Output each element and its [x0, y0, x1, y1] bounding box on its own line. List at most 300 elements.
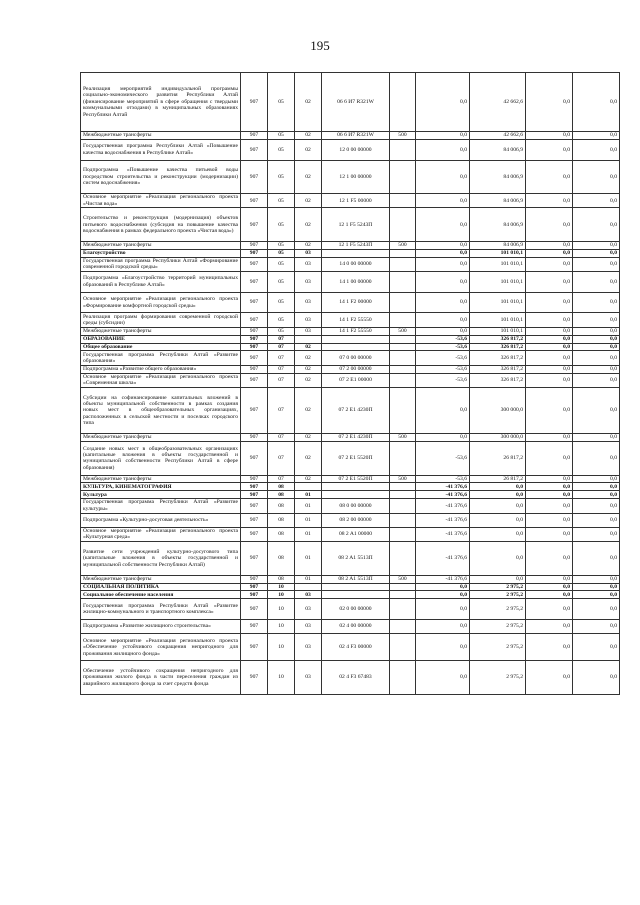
- row-section-code: 08: [268, 483, 295, 491]
- row-amount-plan-2: 0,0: [573, 661, 620, 695]
- table-row: [81, 575, 620, 583]
- row-expense-type: [390, 499, 416, 513]
- row-grbs-code: 907: [241, 475, 268, 483]
- row-subsection-code: 01: [295, 575, 322, 583]
- row-name: Межбюджетные трансферты: [81, 475, 241, 483]
- table-row: [81, 373, 620, 387]
- table-row: [81, 442, 620, 476]
- row-amount-plan-1: 0,0: [526, 343, 573, 351]
- row-amount-total: 300 000,0: [470, 387, 526, 433]
- row-grbs-code: 907: [241, 661, 268, 695]
- row-section-code: 07: [268, 365, 295, 373]
- row-amount-change: 0,0: [416, 327, 470, 335]
- row-expense-type: 500: [390, 475, 416, 483]
- row-section-code: 08: [268, 499, 295, 513]
- row-amount-total: 326 817,2: [470, 335, 526, 343]
- row-amount-plan-2: 0,0: [573, 257, 620, 271]
- row-name: Государственная программа Республики Алтай «Повышение качества водоснабжения в Республике Алтай»: [81, 139, 241, 160]
- row-section-code: 07: [268, 434, 295, 442]
- row-expense-type: [390, 491, 416, 499]
- row-target-article: 14 1 F2 00000: [322, 292, 390, 313]
- row-grbs-code: 907: [241, 139, 268, 160]
- row-amount-change: -41 376,6: [416, 527, 470, 541]
- table-row: [81, 335, 620, 343]
- table-body: [81, 73, 620, 695]
- row-name: Государственная программа Республики Алтай «Развитие культуры»: [81, 499, 241, 513]
- row-expense-type: 500: [390, 575, 416, 583]
- row-amount-change: 0,0: [416, 313, 470, 327]
- table-row: [81, 272, 620, 293]
- row-target-article: 07 2 E1 4230П: [322, 387, 390, 433]
- row-subsection-code: 02: [295, 365, 322, 373]
- row-amount-plan-1: 0,0: [526, 475, 573, 483]
- row-grbs-code: 907: [241, 343, 268, 351]
- table-row: [81, 249, 620, 257]
- row-amount-total: 42 662,6: [470, 73, 526, 132]
- row-grbs-code: 907: [241, 208, 268, 242]
- row-target-article: 07 2 00 00000: [322, 365, 390, 373]
- row-name: Подпрограмма «Развитие жилищного строительства»: [81, 619, 241, 633]
- row-amount-plan-1: 0,0: [526, 132, 573, 140]
- table-row: [81, 591, 620, 599]
- row-target-article: 02 4 00 00000: [322, 619, 390, 633]
- row-section-code: 07: [268, 387, 295, 433]
- row-expense-type: [390, 313, 416, 327]
- row-amount-total: 0,0: [470, 491, 526, 499]
- row-amount-total: 0,0: [470, 499, 526, 513]
- table-row: [81, 661, 620, 695]
- row-amount-change: -41 376,6: [416, 513, 470, 527]
- row-subsection-code: 02: [295, 160, 322, 194]
- row-grbs-code: 907: [241, 327, 268, 335]
- row-amount-plan-1: 0,0: [526, 73, 573, 132]
- row-amount-change: -53,6: [416, 475, 470, 483]
- row-amount-plan-2: 0,0: [573, 434, 620, 442]
- row-subsection-code: 03: [295, 634, 322, 661]
- row-name: Основное мероприятие «Реализация регионального проекта «Культурная среда»: [81, 527, 241, 541]
- row-amount-total: 84 006,9: [470, 160, 526, 194]
- row-target-article: 07 0 00 00000: [322, 351, 390, 365]
- table-row: [81, 292, 620, 313]
- row-amount-plan-2: 0,0: [573, 499, 620, 513]
- row-expense-type: [390, 583, 416, 591]
- row-amount-change: 0,0: [416, 387, 470, 433]
- row-grbs-code: 907: [241, 591, 268, 599]
- page-number: 195: [310, 38, 330, 53]
- table-row: [81, 160, 620, 194]
- row-subsection-code: 02: [295, 208, 322, 242]
- row-name: Основное мероприятие «Реализация регионального проекта «Чистая вода»: [81, 194, 241, 208]
- row-grbs-code: 907: [241, 249, 268, 257]
- row-amount-change: 0,0: [416, 208, 470, 242]
- row-amount-change: -41 376,6: [416, 542, 470, 576]
- row-amount-plan-2: 0,0: [573, 272, 620, 293]
- row-amount-plan-2: 0,0: [573, 583, 620, 591]
- row-name: Межбюджетные трансферты: [81, 132, 241, 140]
- row-name: Подпрограмма «Благоустройство территорий муниципальных образований в Республике Алтай»: [81, 272, 241, 293]
- row-amount-total: 0,0: [470, 513, 526, 527]
- row-amount-change: 0,0: [416, 160, 470, 194]
- row-section-code: 05: [268, 327, 295, 335]
- row-amount-plan-2: 0,0: [573, 313, 620, 327]
- row-name: Подпрограмма «Повышение качества питьевой воды посредством строительства и реконструкции (модернизации) систем водоснабжения»: [81, 160, 241, 194]
- row-amount-plan-1: 0,0: [526, 634, 573, 661]
- row-expense-type: 500: [390, 327, 416, 335]
- row-amount-plan-1: 0,0: [526, 387, 573, 433]
- row-subsection-code: 02: [295, 343, 322, 351]
- row-amount-plan-2: 0,0: [573, 483, 620, 491]
- row-amount-plan-2: 0,0: [573, 139, 620, 160]
- row-target-article: 06 6 И7 R321W: [322, 73, 390, 132]
- row-section-code: 07: [268, 442, 295, 476]
- row-grbs-code: 907: [241, 527, 268, 541]
- row-target-article: 12 1 00 00000: [322, 160, 390, 194]
- row-amount-change: 0,0: [416, 661, 470, 695]
- row-subsection-code: 03: [295, 661, 322, 695]
- table-row: [81, 387, 620, 433]
- table-row: [81, 619, 620, 633]
- table-row: [81, 343, 620, 351]
- row-amount-change: 0,0: [416, 249, 470, 257]
- row-target-article: 14 1 F2 55550: [322, 327, 390, 335]
- row-amount-plan-2: 0,0: [573, 249, 620, 257]
- row-target-article: 02 0 00 00000: [322, 599, 390, 620]
- row-grbs-code: 907: [241, 499, 268, 513]
- row-name: Подпрограмма «Культурно-досуговая деятельность»: [81, 513, 241, 527]
- row-grbs-code: 907: [241, 575, 268, 583]
- row-subsection-code: 02: [295, 351, 322, 365]
- row-section-code: 05: [268, 132, 295, 140]
- row-amount-total: 2 975,2: [470, 634, 526, 661]
- row-grbs-code: 907: [241, 387, 268, 433]
- row-target-article: [322, 491, 390, 499]
- table-row: [81, 139, 620, 160]
- row-expense-type: [390, 139, 416, 160]
- row-amount-plan-1: 0,0: [526, 249, 573, 257]
- row-amount-plan-1: 0,0: [526, 365, 573, 373]
- row-grbs-code: 907: [241, 272, 268, 293]
- row-section-code: 08: [268, 542, 295, 576]
- row-amount-plan-2: 0,0: [573, 335, 620, 343]
- table-row: [81, 365, 620, 373]
- row-expense-type: [390, 257, 416, 271]
- row-grbs-code: 907: [241, 313, 268, 327]
- row-amount-plan-2: 0,0: [573, 365, 620, 373]
- row-expense-type: 500: [390, 434, 416, 442]
- row-amount-change: -53,6: [416, 373, 470, 387]
- row-grbs-code: 907: [241, 194, 268, 208]
- row-subsection-code: 02: [295, 194, 322, 208]
- row-amount-change: 0,0: [416, 583, 470, 591]
- row-amount-plan-2: 0,0: [573, 73, 620, 132]
- table-row: [81, 257, 620, 271]
- row-section-code: 10: [268, 591, 295, 599]
- row-amount-plan-2: 0,0: [573, 575, 620, 583]
- row-target-article: 02 4 F3 00000: [322, 634, 390, 661]
- row-subsection-code: 03: [295, 257, 322, 271]
- row-amount-plan-1: 0,0: [526, 313, 573, 327]
- row-amount-total: 326 817,2: [470, 351, 526, 365]
- table-row: [81, 599, 620, 620]
- row-grbs-code: 907: [241, 373, 268, 387]
- table-row: [81, 483, 620, 491]
- row-name: Межбюджетные трансферты: [81, 327, 241, 335]
- row-amount-change: 0,0: [416, 619, 470, 633]
- row-amount-plan-2: 0,0: [573, 343, 620, 351]
- row-section-code: 08: [268, 513, 295, 527]
- row-section-code: 05: [268, 313, 295, 327]
- row-amount-change: 0,0: [416, 241, 470, 249]
- row-amount-change: 0,0: [416, 194, 470, 208]
- row-amount-plan-1: 0,0: [526, 272, 573, 293]
- table-row: [81, 491, 620, 499]
- row-amount-total: 26 817,2: [470, 475, 526, 483]
- row-amount-change: -41 376,6: [416, 483, 470, 491]
- table-row: [81, 132, 620, 140]
- row-grbs-code: 907: [241, 583, 268, 591]
- row-name: Культура: [81, 491, 241, 499]
- row-amount-plan-2: 0,0: [573, 513, 620, 527]
- row-amount-total: 26 817,2: [470, 442, 526, 476]
- row-target-article: [322, 583, 390, 591]
- row-amount-plan-1: 0,0: [526, 241, 573, 249]
- table-row: [81, 527, 620, 541]
- row-amount-plan-2: 0,0: [573, 327, 620, 335]
- row-amount-plan-1: 0,0: [526, 373, 573, 387]
- row-amount-plan-1: 0,0: [526, 292, 573, 313]
- row-section-code: 05: [268, 73, 295, 132]
- row-amount-total: 101 010,1: [470, 272, 526, 293]
- row-amount-plan-2: 0,0: [573, 292, 620, 313]
- row-section-code: 05: [268, 292, 295, 313]
- row-target-article: 02 4 F3 67483: [322, 661, 390, 695]
- row-subsection-code: 02: [295, 434, 322, 442]
- table-row: [81, 208, 620, 242]
- row-subsection-code: 02: [295, 442, 322, 476]
- row-amount-plan-2: 0,0: [573, 387, 620, 433]
- row-amount-plan-1: 0,0: [526, 619, 573, 633]
- row-amount-total: 42 662,6: [470, 132, 526, 140]
- row-expense-type: 500: [390, 132, 416, 140]
- row-name: Реализация мероприятий индивидуальной программы социально-экономического развития Республики Алтай (финансирование мероприятий в сфере обращения с твердыми коммунальными отходами) в муниципальных образованиях Республики Алтай: [81, 73, 241, 132]
- row-section-code: 07: [268, 373, 295, 387]
- row-subsection-code: 02: [295, 387, 322, 433]
- row-name: Государственная программа Республики Алтай «Формирование современной городской среды»: [81, 257, 241, 271]
- row-name: Подпрограмма «Развитие общего образования»: [81, 365, 241, 373]
- row-amount-plan-1: 0,0: [526, 139, 573, 160]
- row-name: Межбюджетные трансферты: [81, 575, 241, 583]
- row-section-code: 10: [268, 583, 295, 591]
- row-section-code: 10: [268, 661, 295, 695]
- row-amount-plan-2: 0,0: [573, 599, 620, 620]
- row-expense-type: [390, 194, 416, 208]
- row-expense-type: [390, 513, 416, 527]
- row-target-article: 08 0 00 00000: [322, 499, 390, 513]
- row-amount-total: 2 975,2: [470, 599, 526, 620]
- row-section-code: 07: [268, 335, 295, 343]
- row-amount-total: 2 975,2: [470, 591, 526, 599]
- row-amount-total: 84 006,9: [470, 208, 526, 242]
- row-amount-total: 326 817,2: [470, 365, 526, 373]
- row-amount-change: -41 376,6: [416, 491, 470, 499]
- row-name: Создание новых мест в общеобразовательных организациях (капитальные вложения в объекты государственной и муниципальной собственности Республики Алтай в сфере образования): [81, 442, 241, 476]
- row-target-article: [322, 249, 390, 257]
- row-amount-change: -53,6: [416, 365, 470, 373]
- row-target-article: 12 1 F5 00000: [322, 194, 390, 208]
- row-amount-plan-2: 0,0: [573, 351, 620, 365]
- row-expense-type: [390, 272, 416, 293]
- row-target-article: 08 2 A1 5513П: [322, 542, 390, 576]
- row-target-article: [322, 591, 390, 599]
- row-expense-type: [390, 365, 416, 373]
- row-amount-plan-1: 0,0: [526, 575, 573, 583]
- row-amount-change: 0,0: [416, 434, 470, 442]
- table-row: [81, 73, 620, 132]
- row-expense-type: [390, 483, 416, 491]
- table-row: [81, 634, 620, 661]
- row-target-article: 07 2 E1 5520П: [322, 475, 390, 483]
- row-section-code: 10: [268, 634, 295, 661]
- row-subsection-code: 03: [295, 249, 322, 257]
- row-amount-change: 0,0: [416, 272, 470, 293]
- row-grbs-code: 907: [241, 365, 268, 373]
- row-amount-total: 0,0: [470, 542, 526, 576]
- table-row: [81, 327, 620, 335]
- row-amount-plan-2: 0,0: [573, 591, 620, 599]
- row-target-article: 12 0 00 00000: [322, 139, 390, 160]
- row-subsection-code: 02: [295, 373, 322, 387]
- row-expense-type: [390, 442, 416, 476]
- row-name: Общее образование: [81, 343, 241, 351]
- row-name: КУЛЬТУРА, КИНЕМАТОГРАФИЯ: [81, 483, 241, 491]
- row-amount-change: -53,6: [416, 343, 470, 351]
- row-amount-plan-2: 0,0: [573, 542, 620, 576]
- row-grbs-code: 907: [241, 257, 268, 271]
- row-amount-plan-1: 0,0: [526, 583, 573, 591]
- row-expense-type: [390, 160, 416, 194]
- row-expense-type: [390, 542, 416, 576]
- row-target-article: [322, 483, 390, 491]
- row-grbs-code: 907: [241, 335, 268, 343]
- row-expense-type: [390, 634, 416, 661]
- row-amount-total: 2 975,2: [470, 619, 526, 633]
- row-target-article: 08 2 A1 5513П: [322, 575, 390, 583]
- row-amount-plan-1: 0,0: [526, 542, 573, 576]
- row-section-code: 05: [268, 160, 295, 194]
- row-name: Субсидии на софинансирование капитальных вложений в объекты муниципальной собственности в рамках создания новых мест в общеобразовательных организациях, расположенных в сельской местности и поселках городского типа: [81, 387, 241, 433]
- row-amount-plan-2: 0,0: [573, 491, 620, 499]
- row-amount-plan-1: 0,0: [526, 499, 573, 513]
- row-section-code: 07: [268, 475, 295, 483]
- row-target-article: 14 1 F2 55550: [322, 313, 390, 327]
- row-section-code: 05: [268, 257, 295, 271]
- row-subsection-code: 03: [295, 313, 322, 327]
- row-section-code: 08: [268, 491, 295, 499]
- row-name: Социальное обеспечение населения: [81, 591, 241, 599]
- row-grbs-code: 907: [241, 434, 268, 442]
- row-subsection-code: 01: [295, 527, 322, 541]
- row-subsection-code: 02: [295, 475, 322, 483]
- row-amount-total: 101 010,1: [470, 313, 526, 327]
- row-amount-total: 101 010,1: [470, 327, 526, 335]
- row-amount-plan-1: 0,0: [526, 661, 573, 695]
- row-amount-change: 0,0: [416, 73, 470, 132]
- row-expense-type: [390, 527, 416, 541]
- row-amount-total: 101 010,1: [470, 257, 526, 271]
- row-section-code: 05: [268, 208, 295, 242]
- row-grbs-code: 907: [241, 513, 268, 527]
- row-grbs-code: 907: [241, 619, 268, 633]
- row-grbs-code: 907: [241, 483, 268, 491]
- row-name: Основное мероприятие «Реализация регионального проекта «Обеспечение устойчивого сокращения непригодного для проживания жилищного фонда»: [81, 634, 241, 661]
- row-subsection-code: 02: [295, 73, 322, 132]
- row-name: СОЦИАЛЬНАЯ ПОЛИТИКА: [81, 583, 241, 591]
- row-section-code: 08: [268, 575, 295, 583]
- row-name: Основное мероприятие «Реализация регионального проекта «Формирование комфортной городской среды»: [81, 292, 241, 313]
- row-grbs-code: 907: [241, 241, 268, 249]
- table-row: [81, 351, 620, 365]
- row-amount-change: -53,6: [416, 335, 470, 343]
- row-subsection-code: [295, 335, 322, 343]
- row-amount-total: 2 975,2: [470, 583, 526, 591]
- row-amount-plan-1: 0,0: [526, 327, 573, 335]
- row-target-article: 06 6 И7 R321W: [322, 132, 390, 140]
- row-amount-plan-1: 0,0: [526, 194, 573, 208]
- row-grbs-code: 907: [241, 634, 268, 661]
- row-target-article: [322, 335, 390, 343]
- row-name: Основное мероприятие «Реализация регионального проекта «Современная школа»: [81, 373, 241, 387]
- table-row: [81, 583, 620, 591]
- row-amount-plan-1: 0,0: [526, 257, 573, 271]
- row-target-article: 07 2 E1 5520П: [322, 442, 390, 476]
- row-amount-plan-1: 0,0: [526, 208, 573, 242]
- row-target-article: 08 2 00 00000: [322, 513, 390, 527]
- row-name: Межбюджетные трансферты: [81, 434, 241, 442]
- row-subsection-code: 03: [295, 591, 322, 599]
- row-grbs-code: 907: [241, 132, 268, 140]
- row-subsection-code: 01: [295, 513, 322, 527]
- row-amount-total: 2 975,2: [470, 661, 526, 695]
- row-expense-type: [390, 599, 416, 620]
- row-name: Государственная программа Республики Алтай «Развитие жилищно-коммунального и транспортного комплекса»: [81, 599, 241, 620]
- row-name: Развитие сети учреждений культурно-досугового типа (капитальные вложения в объекты государственной и муниципальной собственности Республики Алтай): [81, 542, 241, 576]
- row-section-code: 10: [268, 619, 295, 633]
- row-amount-plan-1: 0,0: [526, 483, 573, 491]
- row-amount-total: 84 006,9: [470, 241, 526, 249]
- row-subsection-code: 03: [295, 292, 322, 313]
- row-amount-plan-2: 0,0: [573, 194, 620, 208]
- row-expense-type: [390, 591, 416, 599]
- table-row: [81, 513, 620, 527]
- row-amount-plan-2: 0,0: [573, 442, 620, 476]
- table-row: [81, 499, 620, 513]
- row-expense-type: [390, 373, 416, 387]
- row-amount-plan-1: 0,0: [526, 491, 573, 499]
- row-amount-plan-2: 0,0: [573, 619, 620, 633]
- row-expense-type: [390, 335, 416, 343]
- row-grbs-code: 907: [241, 491, 268, 499]
- row-section-code: 05: [268, 241, 295, 249]
- row-subsection-code: 01: [295, 499, 322, 513]
- row-target-article: 12 1 F5 5243П: [322, 208, 390, 242]
- row-amount-change: 0,0: [416, 634, 470, 661]
- row-amount-change: -41 376,6: [416, 575, 470, 583]
- row-expense-type: [390, 208, 416, 242]
- table-row: [81, 542, 620, 576]
- row-grbs-code: 907: [241, 599, 268, 620]
- row-expense-type: [390, 351, 416, 365]
- row-amount-total: 84 006,9: [470, 139, 526, 160]
